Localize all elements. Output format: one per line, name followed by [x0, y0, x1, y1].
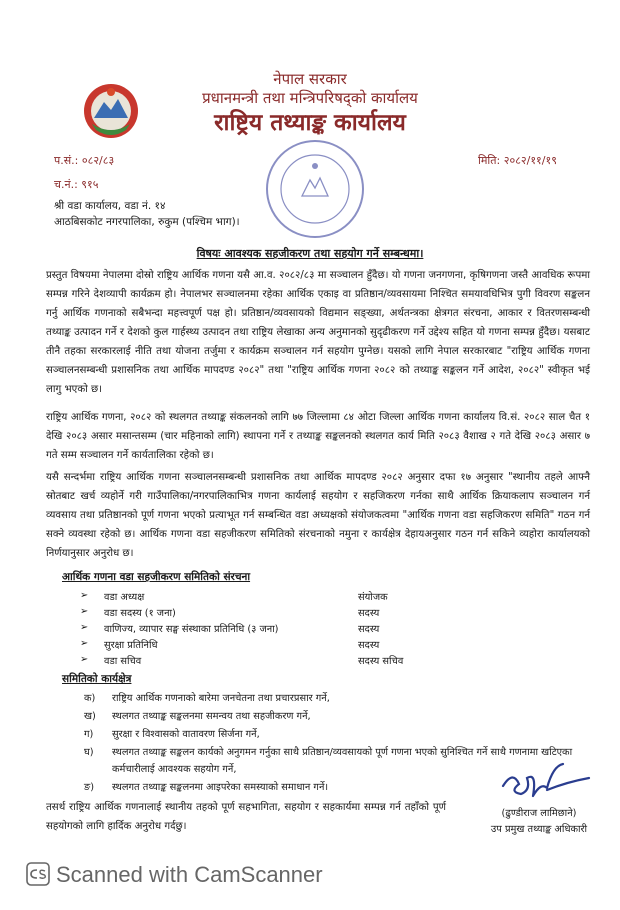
- scope-item-marker: ख): [84, 711, 96, 722]
- dispatch-number: च.नं.: ९१५: [54, 178, 99, 191]
- committee-heading: आर्थिक गणना वडा सहजीकरण समितिको संरचना: [62, 571, 251, 583]
- committee-member-row: [80, 622, 460, 638]
- member-capacity: संयोजक: [358, 592, 388, 603]
- body-paragraph-3: यसै सन्दर्भमा राष्ट्रिय आर्थिक गणना सञ्चालनसम्बन्धी प्रशासनिक तथा आर्थिक मापदण्ड २०८२ अनुसार दफा १७ अनुसार "स्थानीय तहले आफ्नै स्रोतबाट खर्च व्यहोर्ने गरी गाउँपालिका/नगरपालिकाभित्र गणना कार्यलाई सहयोग र सहजिकरण गर्नका साथै आर्थिक क्रियाकलाप सञ्चालन गर्न व्यवसाय तथा प्रतिष्ठानको पूर्ण गणना भएको प्रत्याभूत गर्न सम्बन्धित वडा अध्यक्षको संयोजकत्वमा "आर्थिक गणना वडा सहजिकरण समिति" गठन गर्न सक्ने व्यवस्था रहेको छ। आर्थिक गणना वडा सहजीकरण समितिको संरचनाको नमुना र कार्यक्षेत्र देहायअनुसार गठन गर्न सकिने व्यहोरा कार्यालयको निर्णयानुसार अनुरोध छ।: [46, 472, 590, 559]
- letterhead-government: नेपाल सरकार: [273, 70, 347, 88]
- camscanner-watermark: Scanned with CamScanner: [56, 862, 323, 887]
- member-capacity: सदस्य: [358, 640, 380, 651]
- scope-item: [84, 708, 594, 725]
- scope-item-text: स्थलगत तथ्याङ्क सङ्कलनमा आइपरेका समस्याको समाधान गर्ने।: [112, 782, 329, 793]
- letter-date: मिति: २०८२/११/१९: [478, 154, 557, 167]
- bullet-arrow-icon: ➢: [80, 622, 89, 633]
- scope-item-marker: ङ): [84, 782, 95, 793]
- scope-item: [84, 690, 594, 707]
- recipient-line-2: आठबिसकोट नगरपालिका, रुकुम (पश्चिम भाग)।: [54, 216, 240, 228]
- bullet-arrow-icon: ➢: [80, 606, 89, 617]
- recipient-line-1: श्री वडा कार्यालय, वडा नं. १४: [54, 200, 166, 212]
- member-capacity: सदस्य: [358, 608, 380, 619]
- letterhead: [0, 70, 620, 138]
- committee-member-row: [80, 606, 460, 622]
- scope-item: [84, 726, 594, 743]
- letterhead-ministry: प्रधानमन्त्री तथा मन्त्रिपरिषद्को कार्यालय: [202, 89, 418, 107]
- bullet-arrow-icon: ➢: [80, 638, 89, 649]
- member-role: वडा सदस्य (१ जना): [104, 608, 176, 619]
- member-role: सुरक्षा प्रतिनिधि: [104, 640, 158, 651]
- scope-item-marker: ग): [84, 729, 94, 740]
- member-role: वडा अध्यक्ष: [104, 592, 145, 603]
- scope-item-marker: घ): [84, 747, 94, 758]
- body-paragraph-1: प्रस्तुत विषयमा नेपालमा दोस्रो राष्ट्रिय आर्थिक गणना यसै आ.व. २०८२/८३ मा सञ्चालन हुँदैछ। यो गणना जनगणना, कृषिगणना जस्तै आवधिक रूपमा सम्पन्न गरिने देशव्यापी कार्यक्रम हो। नेपालभर सञ्चालनमा रहेका आर्थिक एकाइ वा प्रतिष्ठान/व्यवसायमा निश्चित समयावधिभित्र पुगी विवरण सङ्कलन गर्नु आर्थिक गणनाको सबैभन्दा महत्त्वपूर्ण पक्ष हो। प्रतिष्ठान/व्यवसायको विद्यमान सङ्ख्या, अर्थतन्त्रका क्षेत्रगत संरचना, आकार र वितरणसम्बन्धी तथ्याङ्क उत्पादन गर्ने र देशको कुल गार्हस्थ्य उत्पादन तथा राष्ट्रिय लेखाका अन्य अनुमानको सुदृढीकरण गर्ने उद्देश्य सहित यो गणना सम्पन्न हुँदैछ। यसबाट तीनै तहका सरकारलाई नीति तथा योजना तर्जुमा र कार्यक्रम सञ्चालन गर्न सहयोग पुग्नेछ। यसको लागि नेपाल सरकारबाट "राष्ट्रिय आर्थिक गणना सञ्चालनसम्बन्धी प्रशासनिक तथा आर्थिक मापदण्ड २०८२" तथा "राष्ट्रिय आर्थिक गणना २०८२ को तथ्याङ्क सङ्कलन गर्ने आदेश, २०८२" स्वीकृत भई लागु भएको छ।: [46, 270, 590, 395]
- committee-member-row: [80, 590, 460, 606]
- signatory-name: (ढुण्डीराज लामिछाने): [501, 808, 577, 819]
- member-capacity: सदस्य: [358, 624, 380, 635]
- subject-line: [0, 246, 620, 261]
- member-role: वडा सचिव: [104, 656, 142, 667]
- bullet-arrow-icon: ➢: [80, 590, 89, 601]
- bullet-arrow-icon: ➢: [80, 654, 89, 665]
- camscanner-logo-icon: [26, 862, 50, 886]
- scope-item-marker: क): [84, 693, 96, 704]
- member-role: वाणिज्य, व्यापार सङ्घ संस्थाका प्रतिनिधि (३ जना): [104, 624, 279, 635]
- committee-member-row: [80, 654, 460, 670]
- recipient-address: [54, 198, 240, 230]
- scope-item-text: स्थलगत तथ्याङ्क सङ्कलन कार्यको अनुगमन गर्नुका साथै प्रतिष्ठान/व्यवसायको पूर्ण गणना भएको सुनिश्चित गर्ने साथै गणनामा खटिएका कर्मचारीलाई आवश्यक सहयोग गर्ने,: [112, 747, 573, 775]
- letterhead-office: राष्ट्रिय तथ्याङ्क कार्यालय: [214, 110, 406, 136]
- signatory-title: उप प्रमुख तथ्याङ्क अधिकारी: [490, 824, 588, 835]
- handwritten-signature: [497, 760, 593, 806]
- member-capacity: सदस्य सचिव: [358, 656, 404, 667]
- scope-heading: समितिको कार्यक्षेत्र: [62, 673, 132, 685]
- scope-item-text: स्थलगत तथ्याङ्क सङ्कलनमा समन्वय तथा सहजीकरण गर्ने,: [112, 711, 311, 722]
- body-paragraph-2: राष्ट्रिय आर्थिक गणना, २०८२ को स्थलगत तथ्याङ्क संकलनको लागि ७७ जिल्लामा ८४ ओटा जिल्ला आर्थिक गणना कार्यालय वि.सं. २०८२ साल चैत १ देखि २०८३ असार मसान्तसम्म (चार महिनाको लागि) स्थापना गर्ने र तथ्याङ्क सङ्कलनको स्थलगत कार्य मिति २०८३ वैशाख २ गते देखि २०८३ असार ७ गते सम्म सञ्चालन गर्ने कार्यतालिका रहेको छ।: [46, 412, 590, 461]
- office-seal-stamp: [262, 136, 368, 242]
- scope-item-text: राष्ट्रिय आर्थिक गणनाको बारेमा जनचेतना तथा प्रचारप्रसार गर्ने,: [112, 693, 330, 704]
- subject-text: विषयः आवश्यक सहजीकरण तथा सहयोग गर्ने सम्बन्धमा।: [196, 247, 424, 260]
- signatory-block: [484, 806, 594, 838]
- scope-item-text: सुरक्षा र विश्वासको वातावरण सिर्जना गर्ने,: [112, 729, 260, 740]
- committee-member-row: [80, 638, 460, 654]
- closing-paragraph: तसर्थ राष्ट्रिय आर्थिक गणनालाई स्थानीय तहको पूर्ण सहभागिता, सहयोग र सहकार्यमा सम्पन्न गर्न तहाँको पूर्ण सहयोगको लागि हार्दिक अनुरोध गर्दछु।: [46, 802, 446, 832]
- reference-number: प.सं.: ०८२/८३: [54, 154, 115, 167]
